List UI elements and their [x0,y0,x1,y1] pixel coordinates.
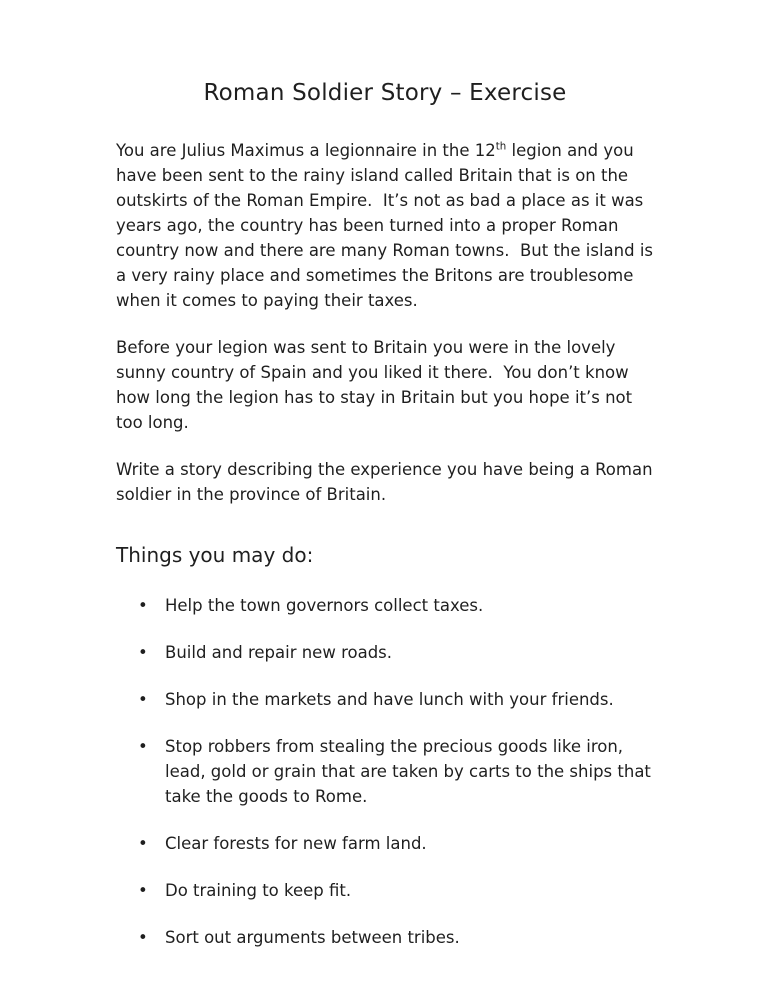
list-item [116,734,657,809]
tasks-heading: Things you may do: [116,543,314,567]
bullet-icon: • [138,596,148,615]
task-text: Clear forests for new farm land. [165,834,427,853]
list-item [116,687,654,712]
ordinal-superscript: th [495,141,507,153]
list-item [116,593,654,618]
bullet-icon: • [138,834,148,853]
task-text: Shop in the markets and have lunch with your friends. [165,690,614,709]
list-item [116,831,654,856]
intro-paragraph [116,138,659,313]
bullet-icon: • [138,737,148,756]
list-item [116,878,654,903]
list-item [116,925,654,950]
page-title: Roman Soldier Story – Exercise [203,80,567,106]
task-text: Build and repair new roads. [165,643,393,662]
tasks-list [116,593,657,950]
task-text: Help the town governors collect taxes. [165,596,484,615]
second-paragraph: Before your legion was sent to Britain you were in the lovely sunny country of Spain and you liked it there. You don’t know how long the legion has to stay in Britain but you hope it’s not too long. [116,338,638,432]
intro-text-after-superscript: legion and you have been sent to the rainy island called Britain that is on the outskirts of the Roman Empire. It’s not as bad a place as it was years ago, the country has been turned into a proper Roman country now and there are many Roman towns. But the island is a very rainy place and sometimes the Britons are troublesome when it comes to paying their taxes. [116,141,659,310]
task-text: Do training to keep fit. [165,881,352,900]
task-text: Sort out arguments between tribes. [165,928,460,947]
intro-text-before-superscript: You are Julius Maximus a legionnaire in the 12 [116,141,496,160]
list-item [116,640,654,665]
bullet-icon: • [138,690,148,709]
bullet-icon: • [138,881,148,900]
bullet-icon: • [138,643,148,662]
instruction-paragraph: Write a story describing the experience you have being a Roman soldier in the province of Britain. [116,460,658,504]
task-text: Stop robbers from stealing the precious goods like iron, lead, gold or grain that are taken by carts to the ships that take the goods to Rome. [165,737,657,806]
bullet-icon: • [138,928,148,947]
